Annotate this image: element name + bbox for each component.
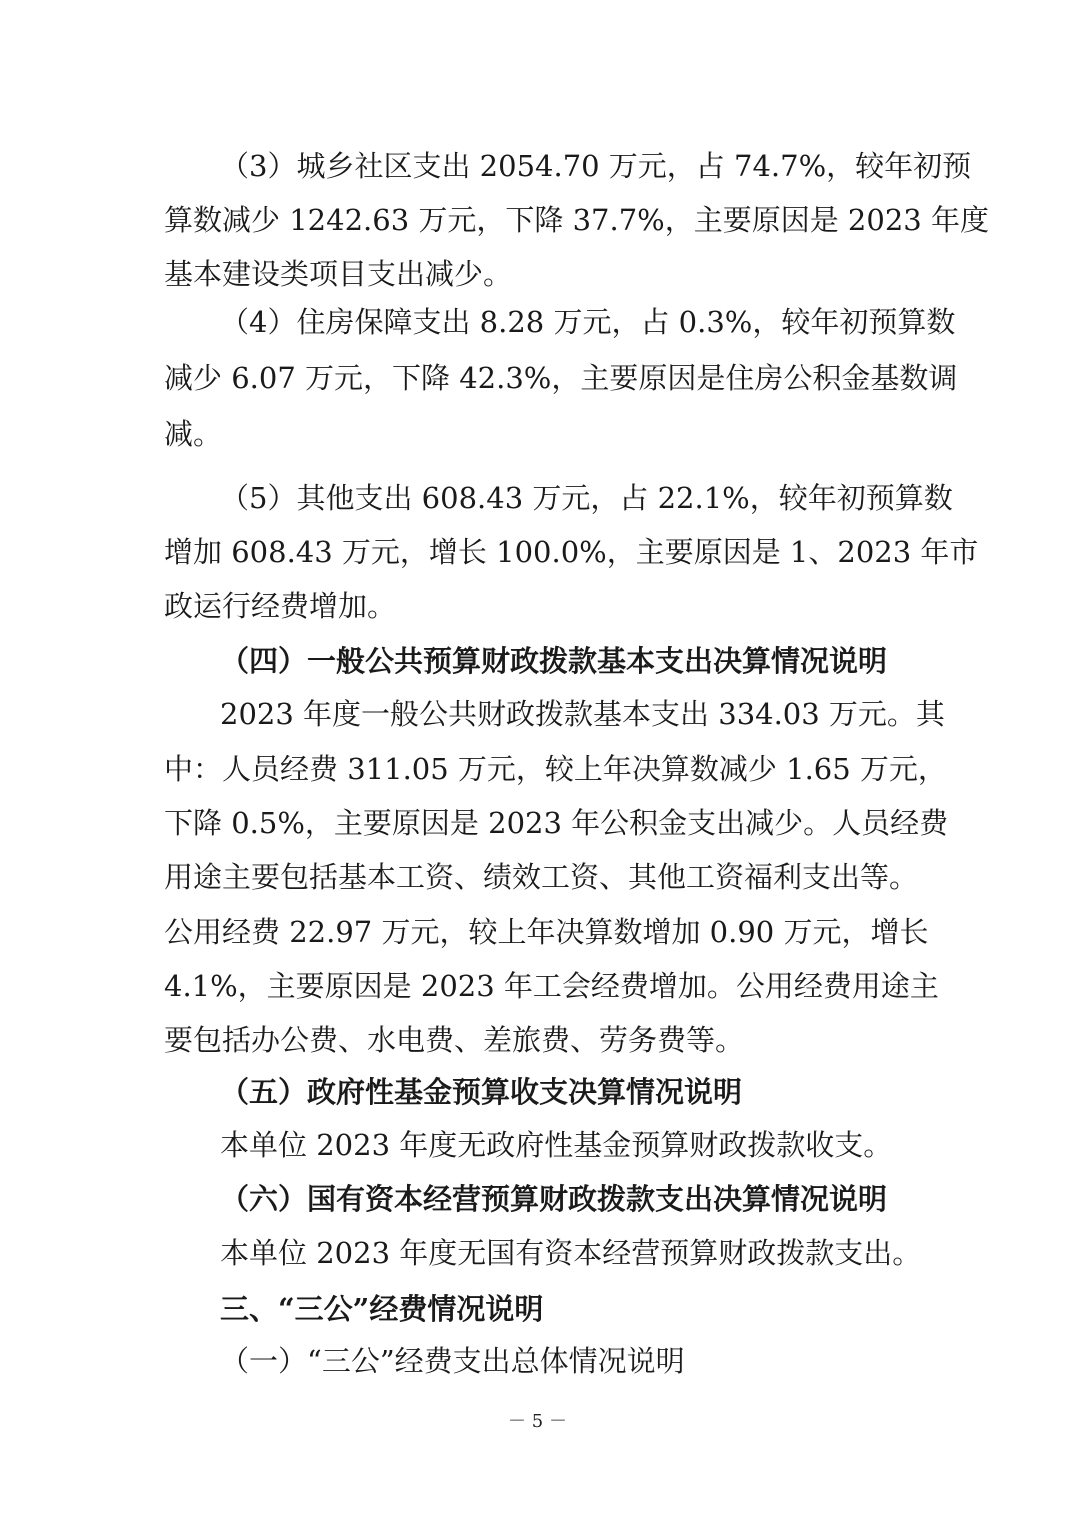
- text-line: 减。: [164, 417, 223, 451]
- text-line: 基本建设类项目支出减少。: [164, 257, 513, 291]
- text-line: （一）“三公”经费支出总体情况说明: [220, 1344, 685, 1378]
- section-heading: （六）国有资本经营预算财政拨款支出决算情况说明: [220, 1182, 888, 1216]
- text-line: 要包括办公费、水电费、差旅费、劳务费等。: [164, 1023, 745, 1057]
- text-line: 下降 0.5%，主要原因是 2023 年公积金支出减少。人员经费: [164, 806, 949, 840]
- text-line: （3）城乡社区支出 2054.70 万元，占 74.7%，较年初预: [220, 149, 972, 183]
- text-line: 本单位 2023 年度无政府性基金预算财政拨款收支。: [220, 1128, 893, 1162]
- text-line: 2023 年度一般公共财政拨款基本支出 334.03 万元。其: [220, 697, 945, 731]
- text-line: 政运行经费增加。: [164, 589, 397, 623]
- text-line: 用途主要包括基本工资、绩效工资、其他工资福利支出等。: [164, 860, 919, 894]
- page-number: － 5 －: [508, 1411, 567, 1432]
- text-line: 本单位 2023 年度无国有资本经营预算财政拨款支出。: [220, 1236, 922, 1270]
- text-line: 减少 6.07 万元，下降 42.3%，主要原因是住房公积金基数调: [164, 361, 958, 395]
- text-line: （4）住房保障支出 8.28 万元，占 0.3%，较年初预算数: [220, 305, 956, 339]
- text-line: 4.1%，主要原因是 2023 年工会经费增加。公用经费用途主: [164, 969, 939, 1003]
- chapter-heading: 三、“三公”经费情况说明: [220, 1292, 544, 1326]
- text-line: 中：人员经费 311.05 万元，较上年决算数减少 1.65 万元，: [164, 752, 947, 786]
- text-line: （5）其他支出 608.43 万元，占 22.1%，较年初预算数: [220, 481, 953, 515]
- text-line: 算数减少 1242.63 万元，下降 37.7%，主要原因是 2023 年度: [164, 203, 989, 237]
- text-line: 公用经费 22.97 万元，较上年决算数增加 0.90 万元，增长: [164, 915, 929, 949]
- text-line: 增加 608.43 万元，增长 100.0%，主要原因是 1、2023 年市: [164, 535, 979, 569]
- section-heading: （五）政府性基金预算收支决算情况说明: [220, 1075, 743, 1109]
- section-heading: （四）一般公共预算财政拨款基本支出决算情况说明: [220, 644, 888, 678]
